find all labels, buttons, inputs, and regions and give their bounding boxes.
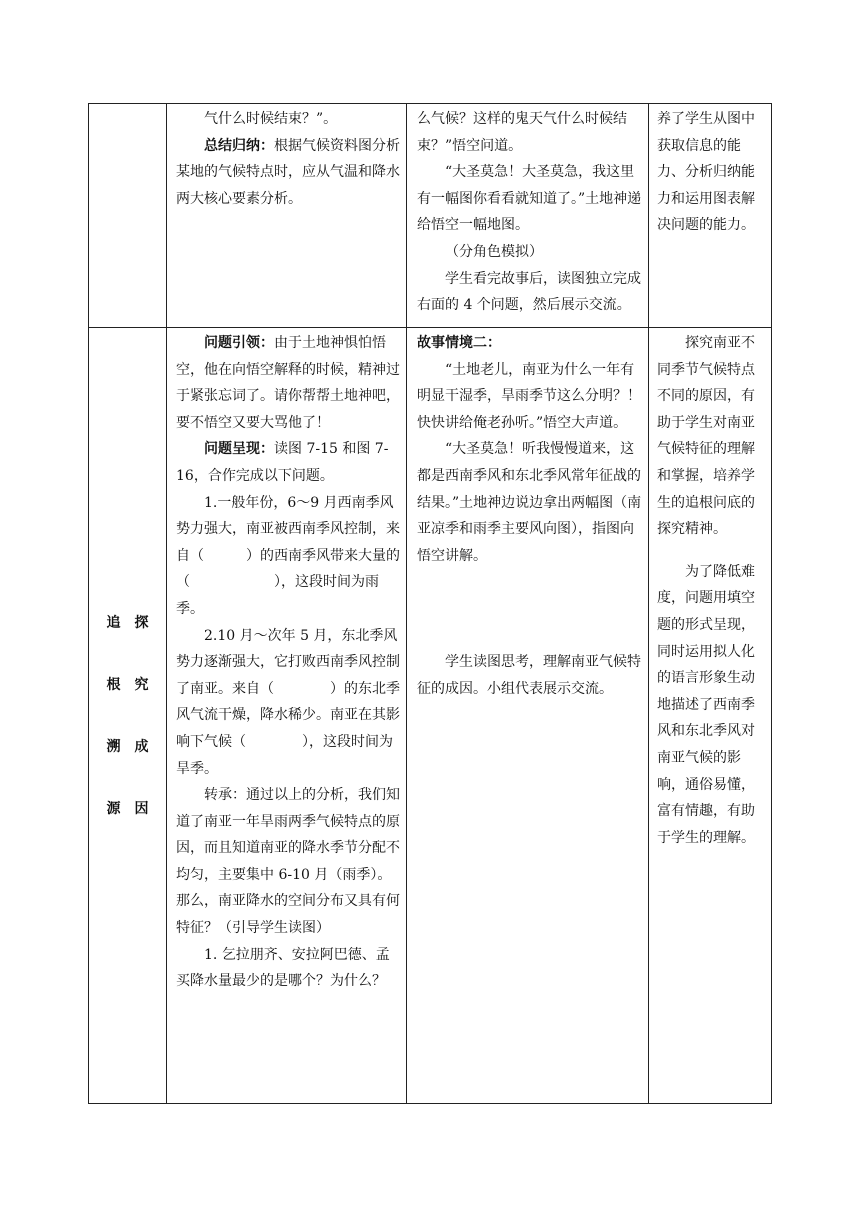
stage-cell-empty bbox=[89, 104, 167, 328]
story-title: 故事情境二： bbox=[417, 335, 501, 351]
stage-label-line: 追探 bbox=[106, 614, 163, 631]
intent-paragraph: 探究南亚不同季节气候特点不同的原因，有助于学生对南亚气候特征的理解和掌握，培养学生的追根问底的探究精神。 bbox=[657, 335, 755, 538]
story-paragraph: 学生看完故事后，读图独立完成右面的 4 个问题，然后展示交流。 bbox=[417, 270, 641, 314]
story-paragraph: “土地老儿，南亚为什么一年有明显干湿季，旱雨季节这么分明？！快快讲给俺老孙听。”悟空大声道。 bbox=[417, 361, 641, 431]
transition-paragraph: 转承：通过以上的分析，我们知道了南亚一年旱雨两季气候特点的原因，而且知道南亚的降水季节分配不均匀，主要集中 6-10 月（雨季）。那么，南亚降水的空间分布又具有何特征？（引导学生读图） bbox=[176, 787, 400, 937]
story-paragraph: 么气候？这样的鬼天气什么时候结束？”悟空问道。 bbox=[417, 111, 627, 154]
story-paragraph: “大圣莫急！听我慢慢道来，这都是西南季风和东北季风常年征战的结果。”土地神边说边拿出两幅图（南亚凉季和雨季主要风向图），指图向悟空讲解。 bbox=[417, 441, 642, 564]
stage-label-line: 源因 bbox=[106, 800, 163, 817]
present-paragraph bbox=[176, 436, 400, 489]
student-activity-cell bbox=[407, 328, 649, 1104]
present-label: 问题呈现： bbox=[204, 441, 274, 458]
student-activity-cell bbox=[407, 104, 649, 328]
story-paragraph: （分角色模拟） bbox=[445, 243, 543, 260]
intro-text: 由于土地神惧怕悟空，他在向悟空解释的时候，精神过于紧张忘词了。请你帮帮土地神吧，要不悟空又要大骂他了！ bbox=[176, 335, 400, 431]
present-text: 读图 7-15 和图 7-16，合作完成以下问题。 bbox=[176, 441, 389, 484]
design-intent-cell bbox=[649, 104, 772, 328]
teacher-activity-cell bbox=[167, 328, 407, 1104]
intent-paragraph: 养了学生从图中获取信息的能力、分析归纳能力和运用图表解决问题的能力。 bbox=[657, 111, 755, 234]
design-intent-cell bbox=[649, 328, 772, 1104]
summary-text: 根据气候资料图分析某地的气候特点时，应从气温和降水两大核心要素分析。 bbox=[176, 137, 400, 207]
question-paragraph: 1. 乞拉朋齐、安拉阿巴德、孟买降水量最少的是哪个？为什么？ bbox=[176, 946, 390, 990]
question-paragraph: 1.一般年份，6～9 月西南季风势力强大，南亚被西南季风控制，来自（ ）的西南季风带来大量的（ ），这段时间为雨季。 bbox=[176, 494, 400, 617]
story-paragraph: 学生读图思考，理解南亚气候特征的成因。小组代表展示交流。 bbox=[417, 654, 641, 697]
stage-label-line: 根究 bbox=[106, 676, 163, 693]
table-row bbox=[89, 104, 772, 328]
intro-paragraph bbox=[176, 330, 400, 436]
summary-label: 总结归纳： bbox=[204, 137, 274, 154]
table-row bbox=[89, 328, 772, 1104]
text-line: 气什么时候结束？”。 bbox=[204, 111, 338, 127]
stage-cell bbox=[89, 328, 167, 1104]
intent-paragraph: 为了降低难度，问题用填空题的形式呈现，同时运用拟人化的语言形象生动地描述了西南季风和东北季风对南亚气候的影响，通俗易懂，富有情趣，有助于学生的理解。 bbox=[657, 563, 755, 846]
teacher-activity-cell bbox=[167, 104, 407, 328]
question-paragraph: 2.10 月～次年 5 月，东北季风势力逐渐强大，它打败西南季风控制了南亚。来自（ ）的东北季风气流干燥，降水稀少。南亚在其影响下气候（ ），这段时间为旱季。 bbox=[176, 627, 400, 777]
stage-label-line: 溯成 bbox=[106, 738, 163, 755]
intro-label: 问题引领： bbox=[204, 335, 274, 351]
story-paragraph: “大圣莫急！大圣莫急，我这里有一幅图你看看就知道了。”土地神递给悟空一幅地图。 bbox=[417, 164, 642, 234]
summary-paragraph bbox=[176, 133, 400, 213]
lesson-plan-table bbox=[88, 103, 772, 1104]
